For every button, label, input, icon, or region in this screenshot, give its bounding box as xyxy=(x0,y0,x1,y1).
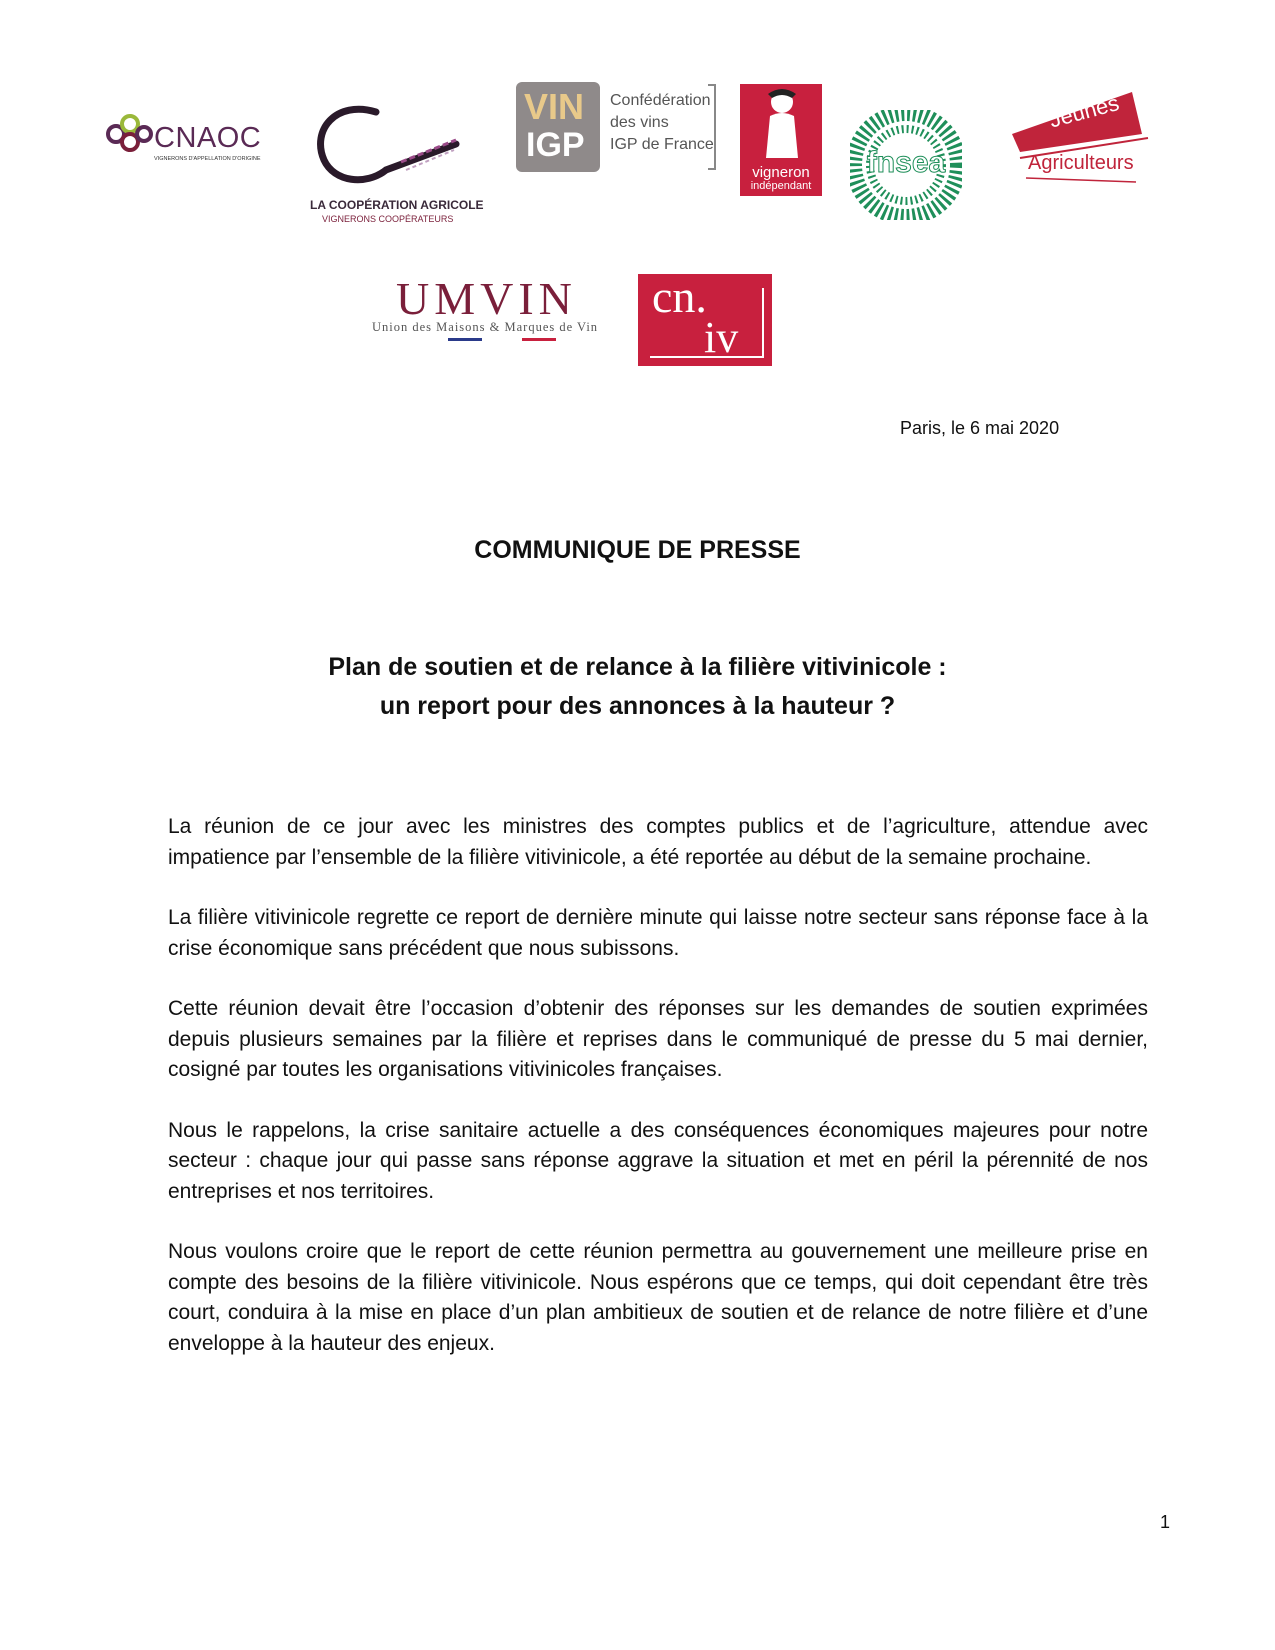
umvin-flag-stripe-red xyxy=(522,338,556,341)
cnaoc-logo xyxy=(104,110,264,170)
umvin-name: UMVIN xyxy=(396,273,577,324)
press-release-title: COMMUNIQUE DE PRESSE xyxy=(474,536,801,564)
cniv-logo xyxy=(638,271,772,366)
vin-igp-badge xyxy=(516,82,600,172)
cnaoc-name: CNAOC xyxy=(154,122,262,154)
vin-igp-line2: des vins xyxy=(610,114,669,131)
paragraph-1: La réunion de ce jour avec les ministres des comptes publics et de l’agriculture, attendue avec impatience par l’ensemble de la filière vitivinicole, a été reportée au début de la semaine prochaine. xyxy=(168,815,1148,869)
headline-line2: un report pour des annonces à la hauteur ? xyxy=(379,692,896,720)
jeunes-agriculteurs-logo xyxy=(1010,86,1150,186)
vin-igp-bracket xyxy=(708,84,716,170)
cooperation-line2: VIGNERONS COOPÉRATEURS xyxy=(322,214,454,224)
page-number: 1 xyxy=(1160,1512,1171,1532)
vigneron-figure-icon xyxy=(740,84,822,164)
vin-igp-badge-bottom: IGP xyxy=(526,126,585,164)
headline-line1: Plan de soutien et de relance à la filière vitivinicole : xyxy=(328,653,947,681)
ja-line2: Agriculteurs xyxy=(1028,152,1134,174)
ja-line1: Jeunes xyxy=(1046,90,1122,133)
document-date: Paris, le 6 mai 2020 xyxy=(900,418,1060,438)
vin-igp-badge-top: VIN xyxy=(524,86,585,127)
fnsea-name: fnsea xyxy=(866,146,946,179)
vin-igp-line1: Confédération xyxy=(610,92,711,109)
cniv-bottom: iv xyxy=(704,313,739,362)
paragraph-5: Nous voulons croire que le report de cette réunion permettra au gouvernement une meilleure prise en compte des besoins de la filière vitivinicole. Nous espérons que ce temps, qui doit cependant être très court, conduira à la mise en place d’un plan ambitieux de soutien et de relance de notre filière et d’une enveloppe à la hauteur des enjeux. xyxy=(168,1240,1148,1355)
vigneron-independant-logo xyxy=(740,84,822,196)
cooperation-line1: LA COOPÉRATION AGRICOLE xyxy=(310,198,484,212)
cooperation-swirl-icon xyxy=(306,100,486,200)
cnaoc-tagline: VIGNERONS D'APPELLATION D'ORIGINE xyxy=(154,156,261,162)
umvin-tagline: Union des Maisons & Marques de Vin xyxy=(372,320,599,334)
cooperation-agricole-logo xyxy=(306,100,486,228)
vigneron-line1: vigneron xyxy=(752,164,810,181)
headline xyxy=(0,648,1275,726)
cniv-top: cn. xyxy=(652,271,707,322)
vin-igp-logo xyxy=(516,82,716,172)
vigneron-line2: indépendant xyxy=(750,180,812,192)
paragraph-4: Nous le rappelons, la crise sanitaire actuelle a des conséquences économiques majeures pour notre secteur : chaque jour qui passe sans réponse aggrave la situation et met en péril la pérennité de nos entreprises et nos territoires. xyxy=(168,1118,1148,1203)
umvin-logo xyxy=(372,272,612,342)
vin-igp-line3: IGP de France xyxy=(610,136,714,153)
paragraph-3: Cette réunion devait être l’occasion d’obtenir des réponses sur les demandes de soutien exprimées depuis plusieurs semaines par la filière et reprises dans le communiqué de presse du 5 mai dernier, cosigné par toutes les organisations vitivinicoles françaises. xyxy=(168,997,1148,1081)
paragraph-2: La filière vitivinicole regrette ce report de dernière minute qui laisse notre secteur sans réponse face à la crise économique sans précédent que nous subissons. xyxy=(168,906,1148,960)
body-text xyxy=(168,812,1148,1389)
umvin-flag-stripe-blue xyxy=(448,338,482,341)
fnsea-logo xyxy=(850,110,962,220)
